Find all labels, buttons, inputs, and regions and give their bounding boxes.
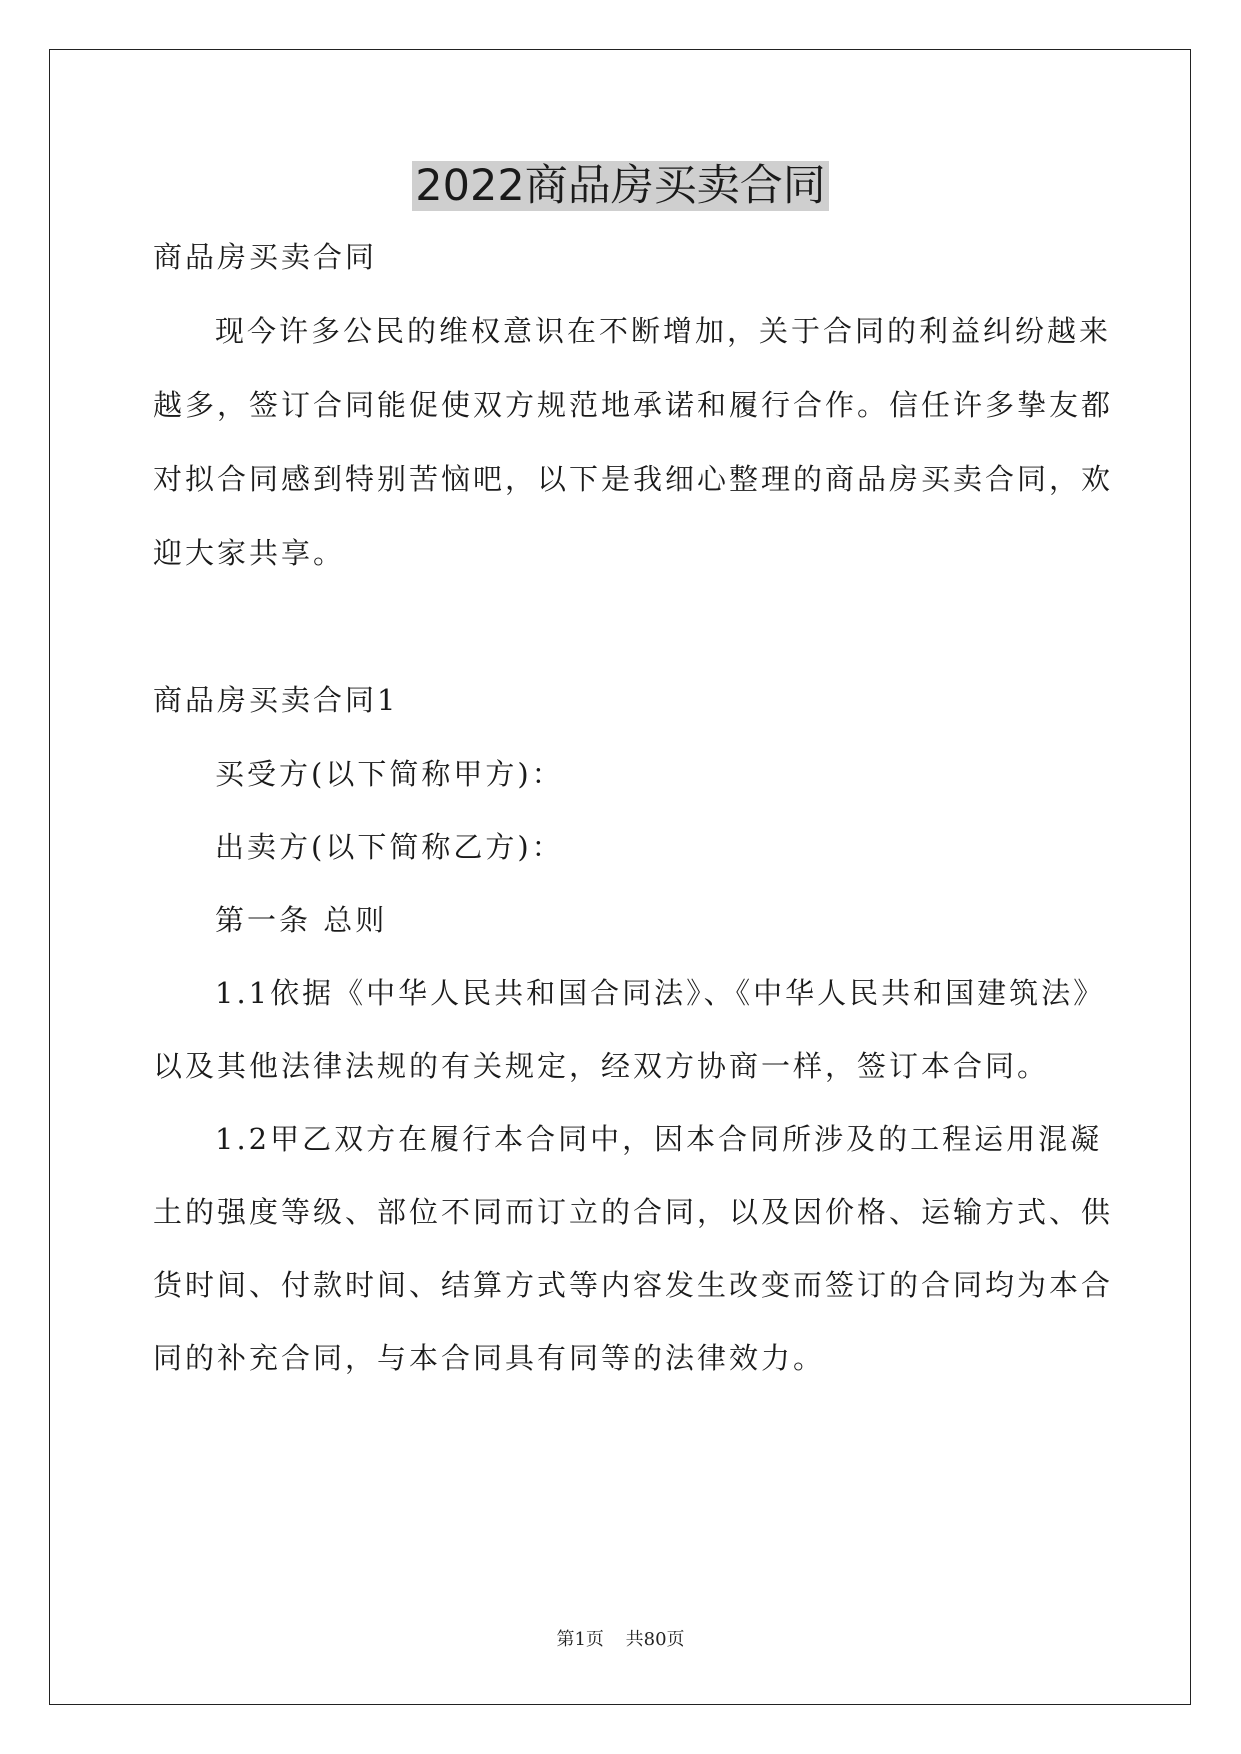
intro-line-3: 对拟合同感到特别苦恼吧，以下是我细心整理的商品房买卖合同，欢	[153, 462, 1114, 496]
page-footer	[0, 1625, 1241, 1651]
document-title: 2022商品房买卖合同	[0, 157, 1241, 215]
seller-line: 出卖方(以下简称乙方)：	[215, 830, 564, 864]
intro-line-4: 迎大家共享。	[153, 536, 346, 570]
clause-1-1-line-1: 1.1依据《中华人民共和国合同法》、《中华人民共和国建筑法》	[215, 976, 1106, 1010]
article-heading: 第一条 总则	[215, 903, 388, 937]
section-heading: 商品房买卖合同1	[153, 683, 399, 717]
page-number: 第1页	[556, 1629, 604, 1650]
subtitle-line: 商品房买卖合同	[153, 240, 378, 274]
page-border	[49, 49, 1191, 1705]
clause-1-1-line-2: 以及其他法律法规的有关规定，经双方协商一样，签订本合同。	[153, 1049, 1050, 1083]
clause-1-2-line-4: 同的补充合同，与本合同具有同等的法律效力。	[153, 1341, 826, 1375]
buyer-line: 买受方(以下简称甲方)：	[215, 757, 564, 791]
clause-1-2-line-2: 土的强度等级、部位不同而订立的合同，以及因价格、运输方式、供	[153, 1195, 1114, 1229]
intro-line-1: 现今许多公民的维权意识在不断增加，关于合同的利益纠纷越来	[215, 314, 1112, 348]
page-total: 共80页	[625, 1629, 685, 1650]
clause-1-2-line-1: 1.2甲乙双方在履行本合同中，因本合同所涉及的工程运用混凝	[215, 1122, 1103, 1156]
intro-line-2: 越多，签订合同能促使双方规范地承诺和履行合作。信任许多挚友都	[153, 388, 1114, 422]
clause-1-2-line-3: 货时间、付款时间、结算方式等内容发生改变而签订的合同均为本合	[153, 1268, 1114, 1302]
